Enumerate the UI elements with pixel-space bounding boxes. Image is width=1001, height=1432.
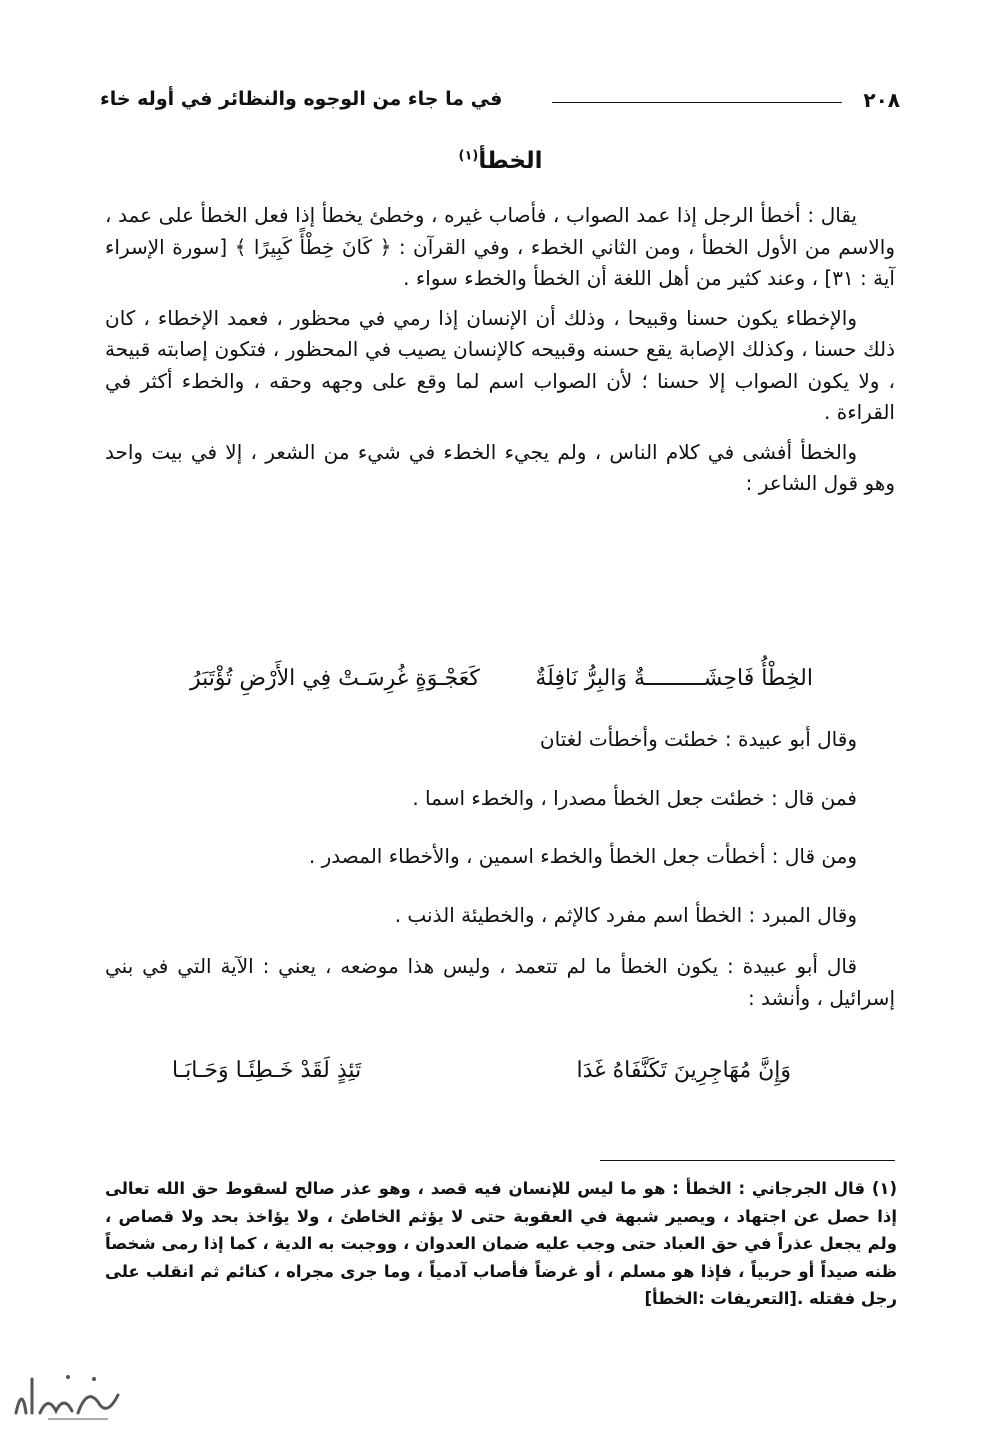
section-title: الخطأ (478, 148, 543, 174)
verse-2-first-hemistich: وَإِنَّ مُهَاجِرِينَ تَكَنَّفَاهُ غَدَا (576, 1058, 791, 1083)
paragraph-3: والخطأ أفشى في كلام الناس ، ولم يجيء الخطء في شيء من الشعر ، إلا في بيت واحد وهو قول الشاعر : (105, 439, 895, 495)
main-text-block-2 (105, 724, 895, 1014)
header-rule (552, 102, 842, 103)
footnote-reference: (١) (458, 148, 479, 164)
page-header (100, 88, 900, 118)
footnote: (١) قال الجرجاني : الخطأ : هو ما ليس للإنسان فيه قصد ، وهو عذر صالح لسقوط حق الله تعالى إذا حصل عن اجتهاد ، ويصير شبهة في العقوبة حتى لا يؤثم الخاطئ ، ولا يؤاخذ بحد ولا قصاص ، ولم يجعل عذراً في حق العباد حتى وجب عليه ضمان العدوان ، ووجبت به الدية ، كما إذا رمى شخصاً ظنه صيداً أو حربياً ، فإذا هو مسلم ، أو غرضاً فأصاب آدمياً ، وما جرى مجراه ، كنائم ثم انقلب على رجل فقتله .[التعريفات :الخطأ] (105, 1179, 897, 1308)
section-heading (0, 148, 1001, 174)
paragraph-2: والإخطاء يكون حسنا وقبيحا ، وذلك أن الإنسان إذا رمي في محظور ، فعمد الإخطاء ، كان ذلك حسنا ، وكذلك الإصابة يقع حسنه وقبيحه كالإنسان يصيب في المحظور ، فتكون إصابته قبيحة ، ولا يكون الصواب إلا حسنا ؛ لأن الصواب اسم لما وقع على وجهه وحقه ، والخطء أكثر في القراءة . (105, 305, 895, 424)
verse-1-first-hemistich: الخِطْأُ فَاحِشَـــــــــةٌ وَالبِرُّ نَافِلَةٌ (535, 666, 813, 691)
line-abu-ubaida: وقال أبو عبيدة : خطئت وأخطأت لغتان (539, 727, 857, 751)
main-text-block-1 (105, 200, 895, 500)
publisher-logo (8, 1365, 128, 1425)
footnote-separator (600, 1160, 895, 1161)
line-akhtatu: ومن قال : أخطأت جعل الخطأ والخطء اسمين ، والأخطاء المصدر . (308, 844, 857, 868)
paragraph-last: قال أبو عبيدة : يكون الخطأ ما لم تتعمد ، وليس هذا موضعه ، يعني : الآية التي في بني إسرائيل ، وأنشد : (105, 954, 895, 1010)
page-number: ٢٠٨ (863, 88, 900, 112)
running-title: في ما جاء من الوجوه والنظائر في أوله خاء (100, 88, 503, 110)
verse-2-second-hemistich: تَئِذٍ لَقَدْ خَـطِئَـا وَحَـابَـا (172, 1058, 362, 1083)
line-mubarrad: وقال المبرد : الخطأ اسم مفرد كالإثم ، والخطيئة الذنب . (394, 902, 857, 927)
paragraph-1: يقال : أخطأ الرجل إذا عمد الصواب ، فأصاب غيره ، وخطئ يخطأ إذا فعل الخطأ على عمد ، والاسم من الأول الخطأ ، ومن الثاني الخطء ، وفي القرآن : ﴿ كَانَ خِطْأً كَبِيرًا ﴾ [سورة الإسراء آية : ٣١] ، وعند كثير من أهل اللغة أن الخطأ والخطء سواء . (105, 203, 895, 290)
line-khatitu: فمن قال : خطئت جعل الخطأ مصدرا ، والخطء اسما . (412, 785, 857, 810)
verse-1-second-hemistich: كَعَجْـوَةٍ غُرِسَـتْ فِي الأَرْضِ تُؤْتَبَرُ (190, 666, 480, 691)
